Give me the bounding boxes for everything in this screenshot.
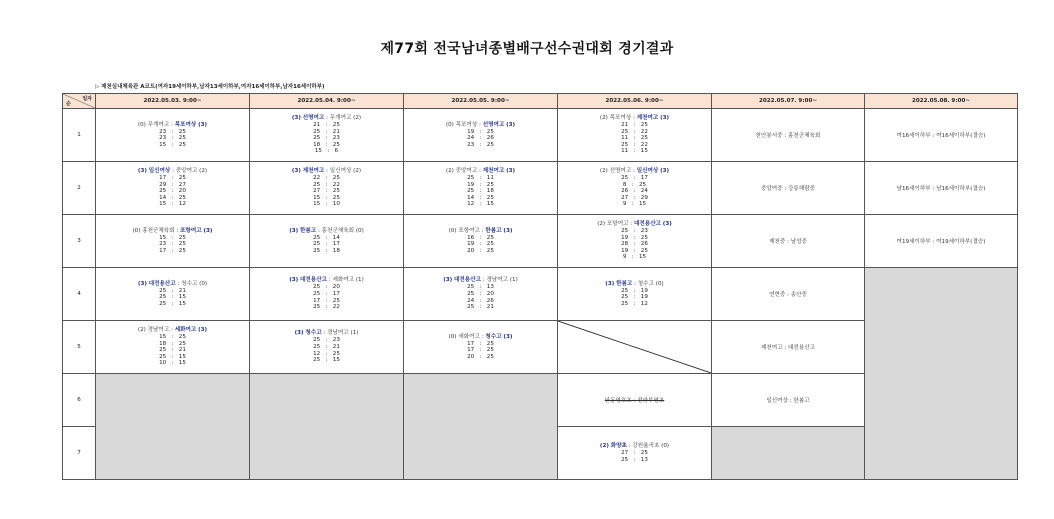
team-separator: : (327, 277, 333, 284)
no-match-cell (558, 321, 712, 374)
team-a-name: 대전용산고 (148, 280, 176, 287)
match-cell (404, 321, 558, 374)
date-header: 2022.05.03. 9:00~ (96, 94, 250, 109)
empty-cell (250, 374, 404, 480)
row-number: 1 (63, 109, 96, 162)
venue-subtitle: ▷ 제천실내체육관 A코트(여자19세이하부,남자13세이하부,여자16세이하부,남자16세이하부) (95, 84, 325, 90)
set-score: 23 : 25 (159, 128, 186, 135)
team-a-name: 선명여고 (302, 115, 325, 122)
set-score: 25 : 20 (159, 188, 186, 195)
row-number: 6 (63, 374, 96, 427)
set-score: 12 : 15 (467, 201, 494, 208)
set-score: 20 : 25 (467, 353, 494, 360)
team-a-name: 홍천군체육회 (142, 227, 175, 234)
set-score: 15 : 12 (159, 201, 186, 208)
match-teams (404, 122, 557, 129)
corner-date-label: 일자 (82, 96, 92, 102)
team-b-name: 일신여상 (329, 168, 352, 175)
team-a-sets-won: (2) (599, 115, 608, 122)
team-separator: : (626, 442, 633, 449)
match-cell (250, 109, 404, 162)
match-cell (404, 215, 558, 268)
set-score: 19 : 25 (467, 181, 494, 188)
match-teams (404, 277, 557, 284)
schedule-cell: 남16세이하부 : 남16세이하부(결승) (865, 162, 1018, 215)
set-score: 25 : 23 (621, 228, 648, 235)
set-score: 8 : 25 (622, 181, 647, 188)
set-score: 19 : 25 (621, 234, 648, 241)
row-number: 2 (63, 162, 96, 215)
set-score: 25 : 21 (467, 304, 494, 311)
row-number: 4 (63, 268, 96, 321)
team-separator: : (477, 168, 483, 175)
team-a-sets-won: (0) (137, 121, 146, 128)
team-b-name: 중앙여고 (175, 168, 198, 175)
set-score: 22 : 25 (313, 175, 340, 182)
team-a-name: 한봄고 (299, 227, 317, 234)
set-score: 16 : 25 (467, 234, 494, 241)
set-score: 15 : 25 (159, 234, 186, 241)
corner-cell (63, 94, 96, 109)
set-score: 25 : 15 (159, 300, 186, 307)
team-a-name: 한봄고 (616, 280, 633, 287)
date-header: 2022.05.07. 9:00~ (712, 94, 865, 109)
match-teams (250, 330, 403, 337)
set-score: 19 : 25 (467, 128, 494, 135)
team-b-name: 청수고 (637, 280, 654, 287)
team-b-sets-won: (0) (199, 280, 208, 287)
schedule-cell: 여19세이하부 : 여19세이하부(결승) (865, 215, 1018, 268)
match-cell (96, 109, 250, 162)
set-score: 25 : 21 (313, 128, 340, 135)
header-row (63, 94, 1018, 109)
match-teams (558, 443, 711, 450)
set-score: 20 : 25 (467, 247, 494, 254)
match-teams (250, 277, 403, 284)
schedule-cell: 천안봉서중 : 홍천군체육회 (712, 109, 865, 162)
team-b-name: 세화여고 (332, 277, 355, 284)
team-b-sets-won: (3) (503, 333, 513, 340)
set-score: 17 : 25 (467, 340, 494, 347)
set-score: 25 : 21 (313, 343, 340, 350)
team-a-name: 세화여고 (458, 333, 480, 340)
team-b-sets-won: (0) (355, 227, 364, 234)
team-b-name: 경남여고 (486, 277, 509, 284)
set-score: 9 : 15 (622, 201, 647, 208)
set-score: 19 : 25 (467, 241, 494, 248)
team-separator: : (631, 115, 637, 122)
set-score: 25 : 20 (313, 284, 340, 291)
team-b-sets-won: (3) (660, 115, 670, 122)
match-cell (96, 268, 250, 321)
team-a-sets-won: (3) (294, 330, 304, 337)
set-score: 15 : 6 (314, 148, 339, 155)
match-cell (96, 321, 250, 374)
set-score: 25 : 15 (159, 294, 186, 301)
schedule-cell: 일신여상 : 한봄고 (712, 374, 865, 427)
table-row (63, 162, 1018, 215)
team-a-sets-won: (2) (137, 327, 146, 334)
team-a-name: 대전용산고 (299, 277, 328, 284)
set-score: 25 : 22 (313, 304, 340, 311)
match-teams (558, 281, 711, 288)
set-score: 14 : 25 (467, 194, 494, 201)
set-score: 25 : 21 (159, 347, 186, 354)
match-teams (96, 228, 249, 235)
match-cell (250, 215, 404, 268)
table-row (63, 268, 1018, 321)
date-header: 2022.05.08. 9:00~ (865, 94, 1018, 109)
team-b-name: 강원율곡초 (632, 442, 660, 449)
set-score: 17 : 25 (467, 347, 494, 354)
team-b-name: 포항여고 (180, 227, 202, 234)
team-a-sets-won: (0) (448, 333, 457, 340)
set-score: 14 : 25 (159, 194, 186, 201)
set-score: 15 : 25 (159, 334, 186, 341)
results-table (62, 93, 1018, 480)
set-score: 25 : 13 (621, 456, 648, 463)
team-a-sets-won: (2) (597, 221, 606, 228)
team-b-sets-won: (2) (353, 168, 362, 175)
match-cell (250, 321, 404, 374)
team-a-name: 화양초 (610, 442, 627, 449)
set-score: 27 : 25 (621, 449, 648, 456)
team-separator: : (631, 168, 637, 175)
schedule-cell: 연현중 : 송산중 (712, 268, 865, 321)
set-score: 25 : 22 (621, 128, 648, 135)
team-a-sets-won: (2) (599, 168, 608, 175)
team-b-sets-won: (3) (503, 227, 513, 234)
set-score: 27 : 25 (313, 188, 340, 195)
match-cell (404, 109, 558, 162)
set-score: 23 : 25 (467, 141, 494, 148)
set-score: 24 : 26 (467, 297, 494, 304)
set-score: 25 : 19 (621, 287, 648, 294)
set-score: 25 : 19 (621, 294, 648, 301)
set-score: 17 : 25 (159, 247, 186, 254)
team-separator: : (324, 115, 330, 122)
team-a-sets-won: (3) (291, 168, 301, 175)
match-cell (558, 162, 712, 215)
team-a-name: 일신여상 (148, 168, 171, 175)
team-separator: : (169, 121, 175, 128)
schedule-cell: 제천중 : 남성중 (712, 215, 865, 268)
set-score: 9 : 15 (622, 254, 647, 261)
team-b-sets-won: (3) (198, 327, 208, 334)
date-header: 2022.05.06. 9:00~ (558, 94, 712, 109)
set-score: 15 : 25 (159, 141, 186, 148)
team-b-sets-won: (3) (660, 168, 670, 175)
set-score: 25 : 18 (467, 188, 494, 195)
set-score: 17 : 25 (159, 175, 186, 182)
team-b-name: 대전용산고 (633, 221, 662, 228)
team-separator: : (170, 168, 176, 175)
match-teams (404, 334, 557, 341)
set-score: 10 : 15 (159, 360, 186, 367)
team-b-sets-won: (2) (353, 115, 362, 122)
team-b-name: 세화여고 (174, 327, 197, 334)
set-score: 26 : 24 (621, 188, 648, 195)
team-a-sets-won: (3) (137, 280, 147, 287)
match-teams (250, 115, 403, 122)
match-cell (558, 427, 712, 480)
match-cell (96, 162, 250, 215)
set-score: 28 : 26 (621, 241, 648, 248)
team-b-sets-won: (1) (509, 277, 518, 284)
team-b-sets-won: (3) (506, 121, 516, 128)
team-a-sets-won: (3) (605, 280, 615, 287)
set-score: 24 : 26 (467, 135, 494, 142)
team-separator: : (481, 277, 487, 284)
team-a-name: 중앙여고 (455, 168, 478, 175)
team-a-name: 청수고 (305, 330, 322, 337)
team-b-name: 선명여고 (482, 121, 505, 128)
team-b-name: 홍천군체육회 (321, 227, 355, 234)
slash-line (558, 321, 711, 373)
team-a-name: 제천여고 (302, 168, 325, 175)
team-separator: : (316, 227, 322, 234)
set-score: 17 : 25 (313, 297, 340, 304)
match-cell (558, 109, 712, 162)
schedule-cell: 여16세이하부 : 여16세이하부(결승) (865, 109, 1018, 162)
team-separator: : (175, 280, 182, 287)
team-b-sets-won: (0) (661, 442, 670, 449)
match-cell (404, 162, 558, 215)
team-a-sets-won: (3) (137, 168, 147, 175)
empty-cell (96, 374, 250, 480)
match-cell (404, 268, 558, 321)
match-cell (558, 215, 712, 268)
team-a-sets-won: (0) (445, 121, 454, 128)
team-a-sets-won: (0) (132, 227, 141, 234)
team-a-sets-won: (3) (291, 115, 301, 122)
match-teams (96, 327, 249, 334)
set-score: 23 : 25 (159, 135, 186, 142)
team-a-name: 무개여고 (147, 121, 170, 128)
team-b-name: 제천여고 (636, 115, 659, 122)
set-score: 15 : 10 (313, 201, 340, 208)
team-b-name: 청수고 (485, 333, 502, 340)
page-title: 제77회 전국남녀종별배구선수권대회 경기결과 (380, 41, 674, 57)
set-score: 25 : 11 (467, 175, 494, 182)
match-teams (250, 168, 403, 175)
set-score: 25 : 12 (621, 300, 648, 307)
set-score: 25 : 20 (467, 290, 494, 297)
team-separator: : (632, 280, 638, 287)
match-cell (96, 215, 250, 268)
team-separator: : (628, 221, 634, 228)
team-b-sets-won: (3) (662, 221, 672, 228)
match-teams (404, 168, 557, 175)
set-score: 23 : 25 (159, 241, 186, 248)
team-separator: : (324, 168, 330, 175)
team-b-sets-won: (3) (198, 121, 208, 128)
set-score: 25 : 23 (313, 337, 340, 344)
match-teams (250, 228, 403, 235)
team-b-sets-won: (3) (506, 168, 516, 175)
date-header: 2022.05.04. 9:00~ (250, 94, 404, 109)
team-a-sets-won: (3) (443, 277, 453, 284)
set-score: 11 : 15 (621, 148, 648, 155)
match-teams (558, 221, 711, 228)
table-row (63, 215, 1018, 268)
set-score: 18 : 25 (313, 141, 340, 148)
team-separator: : (169, 327, 175, 334)
match-teams (96, 281, 249, 288)
team-separator: : (477, 121, 483, 128)
team-a-name: 목포여상 (455, 121, 478, 128)
match-cell (250, 268, 404, 321)
team-separator: : (479, 333, 486, 340)
match-cell (250, 162, 404, 215)
team-separator: : (174, 227, 181, 234)
set-score: 25 : 14 (313, 234, 340, 241)
set-score: 25 : 18 (313, 247, 340, 254)
match-teams (558, 115, 711, 122)
set-score: 21 : 25 (621, 122, 648, 129)
set-score: 15 : 25 (313, 194, 340, 201)
match-cell (558, 268, 712, 321)
set-score: 25 : 17 (313, 241, 340, 248)
team-a-sets-won: (3) (289, 277, 299, 284)
team-b-sets-won: (2) (199, 168, 208, 175)
cancelled-match: 안동영호초 : 전라부영초 (604, 398, 665, 404)
set-score: 19 : 25 (621, 247, 648, 254)
team-b-name: 한봄고 (485, 227, 502, 234)
team-a-sets-won: (0) (448, 227, 457, 234)
match-teams (96, 122, 249, 129)
corner-order-label: 순 (66, 101, 71, 107)
team-a-name: 대전용산고 (453, 277, 482, 284)
set-score: 25 : 22 (313, 181, 340, 188)
date-header: 2022.05.05. 9:00~ (404, 94, 558, 109)
team-separator: : (321, 330, 328, 337)
team-a-name: 포항여고 (458, 227, 480, 234)
empty-cell (865, 268, 1018, 480)
set-score: 25 : 21 (159, 287, 186, 294)
match-teams (558, 168, 711, 175)
team-a-name: 선명여고 (609, 168, 632, 175)
team-b-name: 무개여고 (329, 115, 352, 122)
team-b-sets-won: (1) (355, 277, 364, 284)
team-b-sets-won: (1) (350, 330, 359, 337)
set-score: 25 : 22 (621, 141, 648, 148)
set-score: 12 : 25 (313, 350, 340, 357)
set-score: 29 : 27 (159, 181, 186, 188)
row-number: 7 (63, 427, 96, 480)
team-b-sets-won: (0) (655, 280, 664, 287)
set-score: 25 : 17 (621, 175, 648, 182)
team-b-sets-won: (3) (203, 227, 213, 234)
team-b-name: 청수고 (181, 280, 198, 287)
empty-cell (404, 374, 558, 480)
set-score: 25 : 15 (313, 357, 340, 364)
team-a-name: 목포여상 (609, 115, 632, 122)
set-score: 25 : 13 (467, 284, 494, 291)
team-b-name: 목포여상 (174, 121, 197, 128)
set-score: 25 : 15 (159, 353, 186, 360)
table-row (63, 109, 1018, 162)
set-score: 11 : 25 (621, 135, 648, 142)
empty-cell (712, 427, 865, 480)
team-separator: : (479, 227, 486, 234)
match-teams (404, 228, 557, 235)
set-score: 25 : 17 (313, 290, 340, 297)
row-number: 3 (63, 215, 96, 268)
set-score: 18 : 25 (159, 340, 186, 347)
match-teams (96, 168, 249, 175)
set-score: 25 : 23 (313, 135, 340, 142)
team-a-sets-won: (2) (445, 168, 454, 175)
schedule-cell (558, 374, 712, 427)
schedule-cell: 중앙여중 : 강릉해람중 (712, 162, 865, 215)
set-score: 21 : 25 (313, 122, 340, 129)
team-b-name: 경남여고 (327, 330, 349, 337)
team-a-sets-won: (2) (599, 442, 609, 449)
team-a-name: 포항여고 (606, 221, 629, 228)
team-b-name: 제천여고 (482, 168, 505, 175)
set-score: 27 : 29 (621, 194, 648, 201)
team-a-name: 경남여고 (147, 327, 170, 334)
team-b-name: 일신여상 (636, 168, 659, 175)
schedule-cell: 제천여고 : 대전용산고 (712, 321, 865, 374)
team-a-sets-won: (3) (289, 227, 299, 234)
row-number: 5 (63, 321, 96, 374)
